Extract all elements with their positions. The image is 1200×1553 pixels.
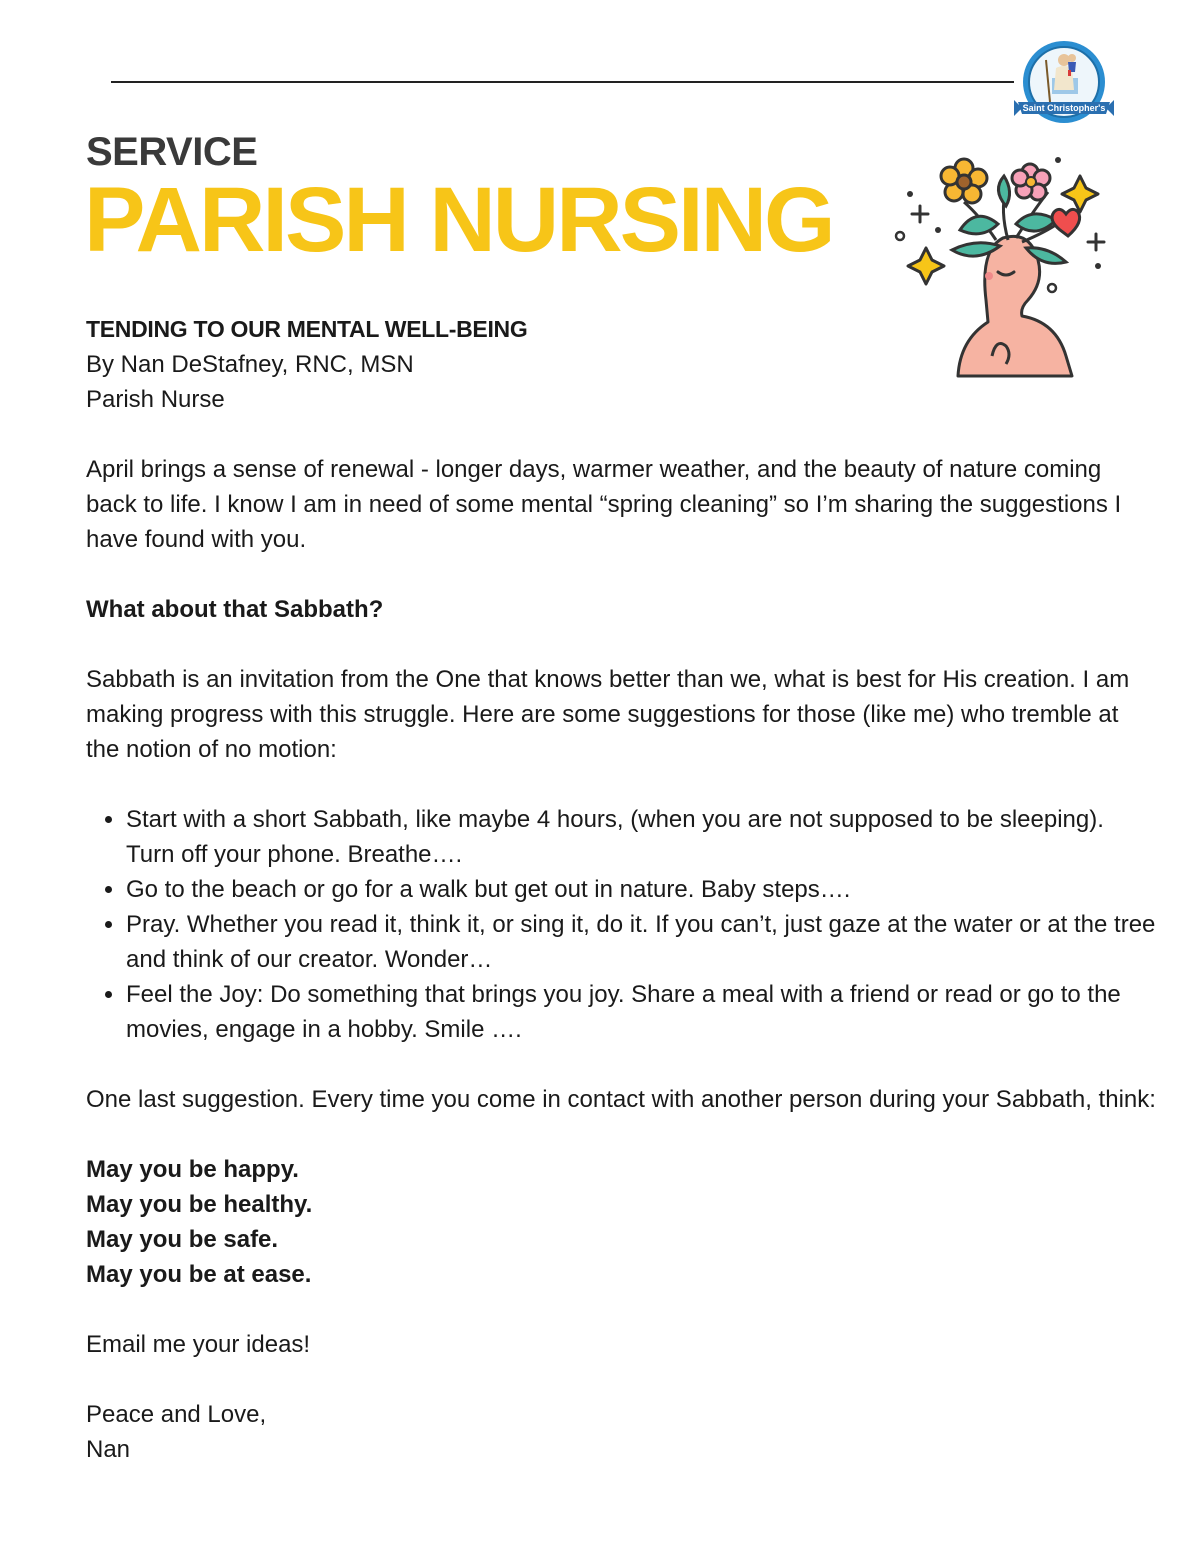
sabbath-paragraph: Sabbath is an invitation from the One that knows better than we, what is best for His creation. I am making progress with this struggle. Here are some suggestions for those (like me) who tremble at the notion of no motion: (86, 666, 1130, 763)
email-line: Email me your ideas! (86, 1331, 311, 1358)
blessing-line: May you be safe. (86, 1226, 279, 1253)
intro-paragraph: April brings a sense of renewal - longer days, warmer weather, and the beauty of nature coming back to life. I know I am in need of some mental “spring cleaning” so I’m sharing the suggestions I have found with you. (86, 456, 1122, 553)
author-role: Parish Nurse (86, 386, 225, 413)
header-divider (111, 81, 1014, 83)
closing-line: Peace and Love, (86, 1401, 267, 1428)
list-item: • Pray. Whether you read it, think it, or sing it, do it. If you can’t, just gaze at the water or at the tree and think of our creator. Wonder… (126, 907, 1156, 977)
logo-text: Saint Christopher's (1022, 103, 1106, 113)
article-heading: TENDING TO OUR MENTAL WELL-BEING (86, 316, 528, 342)
blessing-line: May you be at ease. (86, 1261, 312, 1288)
signature: Nan (86, 1436, 131, 1463)
page-title: PARISH NURSING (84, 169, 833, 271)
section-subheading: What about that Sabbath? (86, 596, 384, 623)
parish-logo-icon (1012, 38, 1122, 128)
suggestion-list (86, 802, 1156, 1047)
last-suggestion-paragraph: One last suggestion. Every time you come in contact with another person during your Sabbath, think: (86, 1086, 1156, 1113)
blessing-line: May you be happy. (86, 1156, 299, 1183)
blessing-line: May you be healthy. (86, 1191, 313, 1218)
article-body (86, 312, 1156, 1467)
list-item: • Go to the beach or go for a walk but get out in nature. Baby steps…. (126, 872, 1156, 907)
section-label: SERVICE (86, 130, 258, 174)
author-byline: By Nan DeStafney, RNC, MSN (86, 351, 414, 378)
list-item: • Start with a short Sabbath, like maybe 4 hours, (when you are not supposed to be sleeping). Turn off your phone. Breathe…. (126, 802, 1156, 872)
list-item: • Feel the Joy: Do something that brings you joy. Share a meal with a friend or read or go to the movies, engage in a hobby. Smile …. (126, 977, 1156, 1047)
